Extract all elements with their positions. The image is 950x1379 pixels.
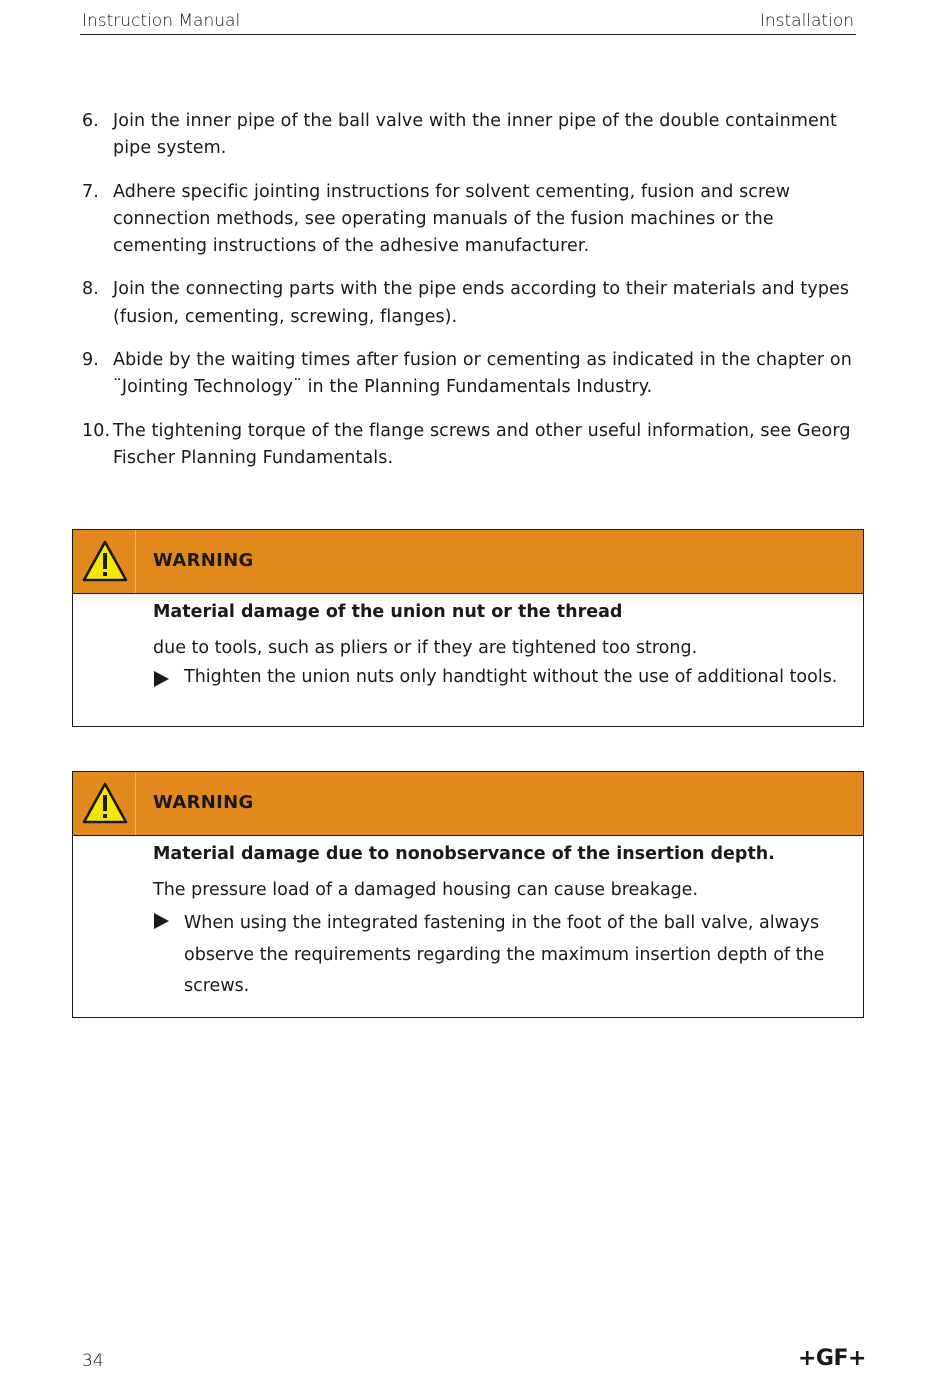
warning-header-bar (73, 530, 863, 594)
installation-steps (80, 108, 860, 488)
warning-body (73, 836, 863, 1013)
step-item (80, 276, 860, 331)
gf-logo: +GF+ (798, 1346, 866, 1371)
arrow-right-icon (154, 671, 169, 687)
step-number: 9. (82, 350, 99, 371)
page-number: 34 (82, 1351, 104, 1371)
step-number: 6. (82, 111, 99, 131)
step-number: 8. (82, 279, 99, 300)
warning-header-bar (73, 772, 863, 836)
step-text: Join the connecting parts with the pipe ends according to their materials and types (fusion, cementing, screwing, flanges). (113, 279, 850, 327)
warning-action-text: When using the integrated fastening in the foot of the ball valve, always observe the requirements regarding the maximum insertion depth of the screws. (184, 913, 825, 996)
page-header (80, 10, 856, 35)
warning-body (73, 594, 863, 699)
header-manual-title: Instruction Manual (82, 11, 241, 31)
warning-triangle-icon (82, 540, 128, 582)
warning-box (72, 771, 864, 1018)
step-item (80, 179, 860, 261)
warning-box (72, 529, 864, 727)
step-text: Abide by the waiting times after fusion or cementing as indicated in the chapter on ¨Jointing Technology¨ in the Planning Fundamentals Industry. (113, 350, 852, 398)
warning-icon-cell (73, 772, 136, 835)
warning-title: WARNING (153, 792, 254, 813)
step-item (80, 347, 860, 402)
warning-triangle-icon (82, 782, 128, 824)
warning-title: WARNING (153, 550, 254, 571)
step-item (80, 418, 860, 473)
warning-action-text: Thighten the union nuts only handtight without the use of additional tools. (184, 667, 838, 687)
step-item (80, 108, 860, 163)
warning-icon-cell (73, 530, 136, 593)
step-text: Join the inner pipe of the ball valve with the inner pipe of the double containment pipe system. (113, 111, 837, 159)
warning-heading: Material damage of the union nut or the thread (153, 602, 623, 622)
warning-heading: Material damage due to nonobservance of the insertion depth. (153, 844, 775, 864)
step-text: Adhere specific jointing instructions for solvent cementing, fusion and screw connection methods, see operating manuals of the fusion machines or the cementing instructions of the adhesive manufacturer. (113, 181, 791, 257)
warning-description: due to tools, such as pliers or if they are tightened too strong. (153, 638, 698, 658)
warning-action (153, 666, 851, 689)
warning-description: The pressure load of a damaged housing can cause breakage. (153, 880, 699, 900)
header-section-title: Installation (759, 11, 854, 31)
step-number: 7. (82, 181, 99, 202)
warning-action (153, 908, 851, 1003)
step-number: 10. (82, 420, 111, 441)
step-text: The tightening torque of the flange screws and other useful information, see Georg Fischer Planning Fundamentals. (113, 420, 851, 468)
arrow-right-icon (154, 913, 169, 929)
